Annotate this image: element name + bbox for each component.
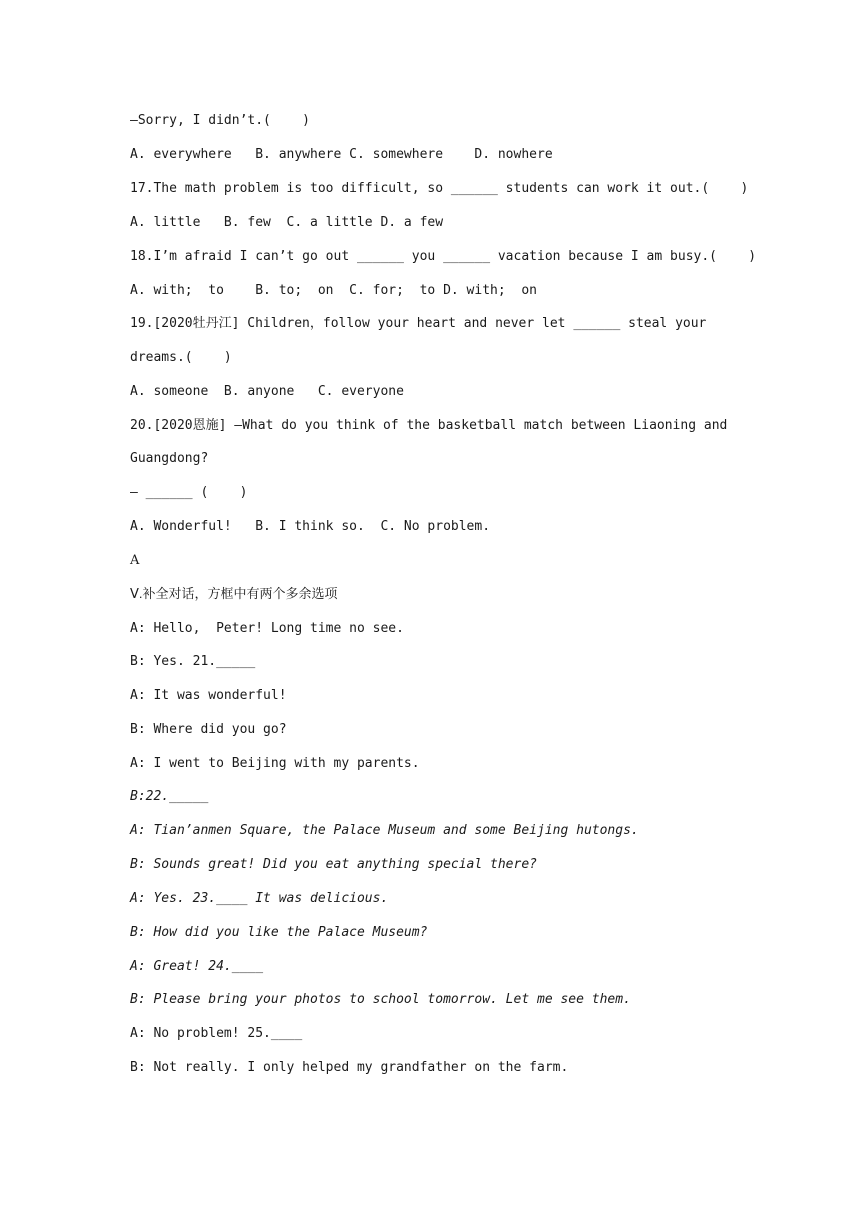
question-20-reply: — ______ ( ) (130, 485, 248, 500)
dialogue-line: B: Please bring your photos to school tomorrow. Let me see them. (130, 992, 631, 1007)
dialogue-line: A: Hello, Peter! Long time no see. (130, 621, 404, 636)
answer-options: A. Wonderful! B. I think so. C. No problem. (130, 519, 491, 534)
dialogue-line: B: Sounds great! Did you eat anything special there? (130, 857, 537, 872)
answer-options: A. little B. few C. a little D. a few (130, 215, 444, 230)
dialogue-line: A: Yes. 23.____ It was delicious. (130, 891, 389, 906)
dialogue-line: A: Tian’anmen Square, the Palace Museum and some Beijing hutongs. (130, 823, 639, 838)
question-19-continued: dreams.( ) (130, 350, 232, 365)
dialogue-line: A: Great! 24.____ (130, 959, 264, 974)
dialogue-line: B: Yes. 21._____ (130, 654, 256, 669)
dialogue-line: B: How did you like the Palace Museum? (130, 925, 428, 940)
dialogue-line: A: No problem! 25.____ (130, 1026, 303, 1041)
dialogue-line: B: Not really. I only helped my grandfather on the farm. (130, 1060, 569, 1075)
dialogue-line: A: I went to Beijing with my parents. (130, 756, 420, 771)
dialogue-line: —Sorry, I didn’t.( ) (130, 113, 311, 128)
question-18: 18.I’m afraid I can’t go out ______ you ______ vacation because I am busy.( ) (130, 249, 757, 264)
section-marker: A (130, 553, 140, 568)
question-19: 19.[2020牡丹江] Children，follow your heart and never let ______ steal your (130, 316, 707, 331)
answer-options: A. someone B. anyone C. everyone (130, 384, 404, 399)
question-20: 20.[2020恩施] —What do you think of the basketball match between Liaoning and (130, 418, 728, 433)
dialogue-line: B: Where did you go? (130, 722, 287, 737)
question-17: 17.The math problem is too difficult, so ______ students can work it out.( ) (130, 181, 749, 196)
answer-options: A. everywhere B. anywhere C. somewhere D. nowhere (130, 147, 553, 162)
question-20-continued: Guangdong? (130, 451, 209, 466)
answer-options: A. with; to B. to; on C. for; to D. with; on (130, 283, 537, 298)
dialogue-line: A: It was wonderful! (130, 688, 287, 703)
dialogue-line: B:22._____ (130, 789, 209, 804)
section-heading: Ⅴ.补全对话，方框中有两个多余选项 (130, 586, 338, 601)
